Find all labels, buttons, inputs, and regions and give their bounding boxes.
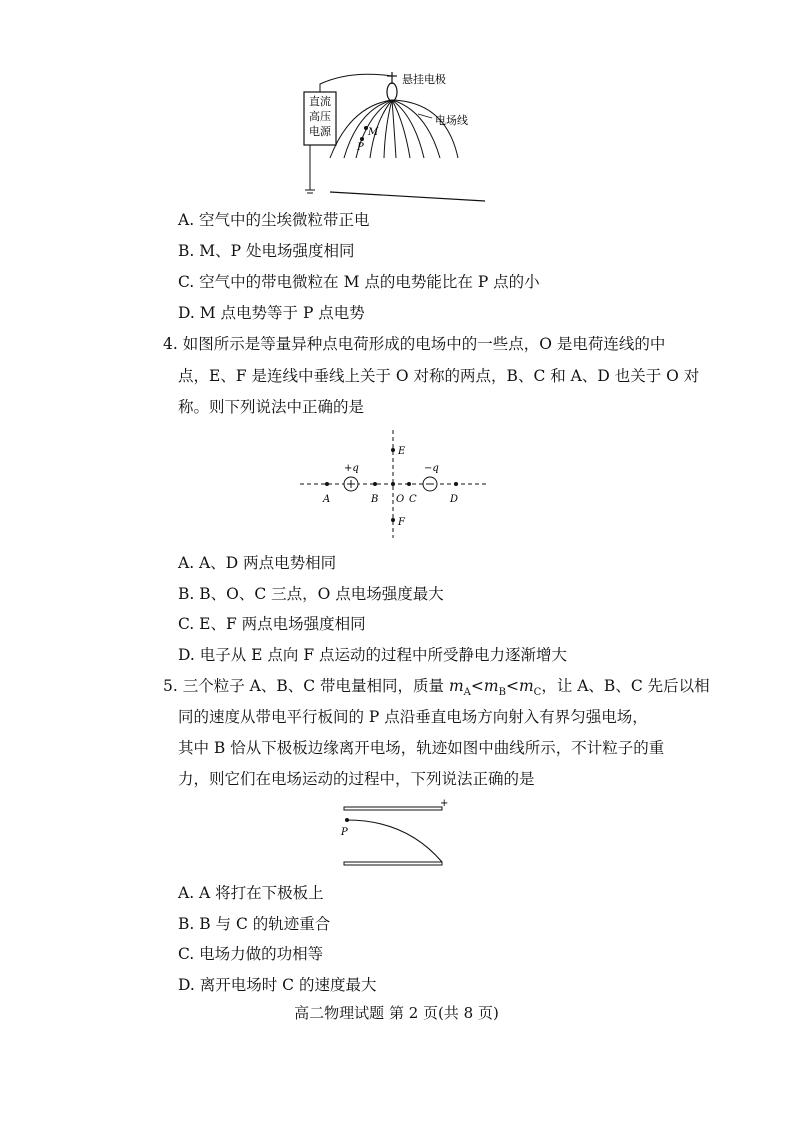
q5-option-d: D. 离开电场时 C 的速度最大 bbox=[178, 976, 377, 994]
figure-parallel-plates bbox=[336, 798, 456, 880]
point-o-label: O bbox=[396, 494, 405, 505]
plus-charge-label: +q bbox=[344, 463, 359, 474]
power-label-2: 高压 bbox=[309, 110, 331, 123]
mass-symbol-a: m bbox=[448, 677, 464, 695]
electrode-label: 悬挂电极 bbox=[402, 73, 446, 86]
mass-symbol-b: m bbox=[483, 677, 499, 695]
figure-dipole-points bbox=[298, 428, 488, 540]
q5-stem-line-4: 力，则它们在电场运动的过程中，下列说法正确的是 bbox=[178, 770, 535, 788]
q3-option-d: D. M 点电势等于 P 点电势 bbox=[178, 304, 365, 322]
q3-option-a: A. 空气中的尘埃微粒带正电 bbox=[178, 211, 370, 229]
q4-stem-line-2: 点，E、F 是连线中垂线上关于 O 对称的两点，B、C 和 A、D 也关于 O 对 bbox=[178, 367, 700, 385]
q4-option-d: D. 电子从 E 点向 F 点运动的过程中所受静电力逐渐增大 bbox=[178, 646, 568, 664]
q5-option-c: C. 电场力做的功相等 bbox=[178, 945, 324, 963]
field-line-label: 电场线 bbox=[435, 114, 468, 127]
mass-subscript-c: C bbox=[533, 687, 542, 699]
q5-stem-prefix: 5. 三个粒子 A、B、C 带电量相同，质量 bbox=[163, 677, 449, 695]
point-f-label: F bbox=[398, 517, 405, 528]
less-than-2: < bbox=[505, 677, 519, 695]
point-p-label: P bbox=[357, 142, 364, 153]
q4-option-a: A. A、D 两点电势相同 bbox=[178, 554, 337, 572]
q5-stem-line-1 bbox=[163, 676, 710, 703]
plus-sign: + bbox=[440, 798, 449, 809]
q4-option-c: C. E、F 两点电场强度相同 bbox=[178, 615, 366, 633]
point-e-label: E bbox=[398, 446, 406, 457]
q5-stem-suffix: ，让 A、B、C 先后以相 bbox=[541, 677, 710, 695]
point-c-label: C bbox=[409, 494, 417, 505]
point-d-label: D bbox=[450, 494, 459, 505]
less-than-1: < bbox=[470, 677, 484, 695]
q3-option-c: C. 空气中的带电微粒在 M 点的电势能比在 P 点的小 bbox=[178, 273, 540, 291]
q3-option-b: B. M、P 处电场强度相同 bbox=[178, 242, 355, 260]
q4-option-b: B. B、O、C 三点，O 点电场强度最大 bbox=[178, 585, 444, 603]
point-m-label: M bbox=[368, 127, 379, 138]
q5-option-a: A. A 将打在下极板上 bbox=[178, 884, 324, 902]
point-b-label: B bbox=[371, 494, 379, 505]
q5-option-b: B. B 与 C 的轨迹重合 bbox=[178, 915, 331, 933]
minus-charge-label: −q bbox=[424, 463, 439, 474]
power-label-1: 直流 bbox=[309, 95, 331, 108]
point-p-label-q5: P bbox=[341, 827, 348, 838]
figure-electrode-field bbox=[290, 66, 500, 208]
power-label-3: 电源 bbox=[309, 125, 331, 138]
q5-stem-line-2: 同的速度从带电平行板间的 P 点沿垂直电场方向射入有界匀强电场， bbox=[178, 708, 648, 726]
mass-subscript-a: A bbox=[463, 687, 471, 699]
q5-stem-line-3: 其中 B 恰从下极板边缘离开电场，轨迹如图中曲线所示，不计粒子的重 bbox=[178, 739, 665, 757]
page-footer: 高二物理试题 第 2 页(共 8 页) bbox=[294, 1004, 499, 1022]
mass-subscript-b: B bbox=[498, 687, 506, 699]
q4-stem-line-1: 4. 如图所示是等量异种点电荷形成的电场中的一些点，O 是电荷连线的中 bbox=[163, 335, 666, 353]
mass-symbol-c: m bbox=[518, 677, 534, 695]
point-a-label: A bbox=[323, 494, 331, 505]
q4-stem-line-3: 称。则下列说法中正确的是 bbox=[178, 398, 365, 416]
